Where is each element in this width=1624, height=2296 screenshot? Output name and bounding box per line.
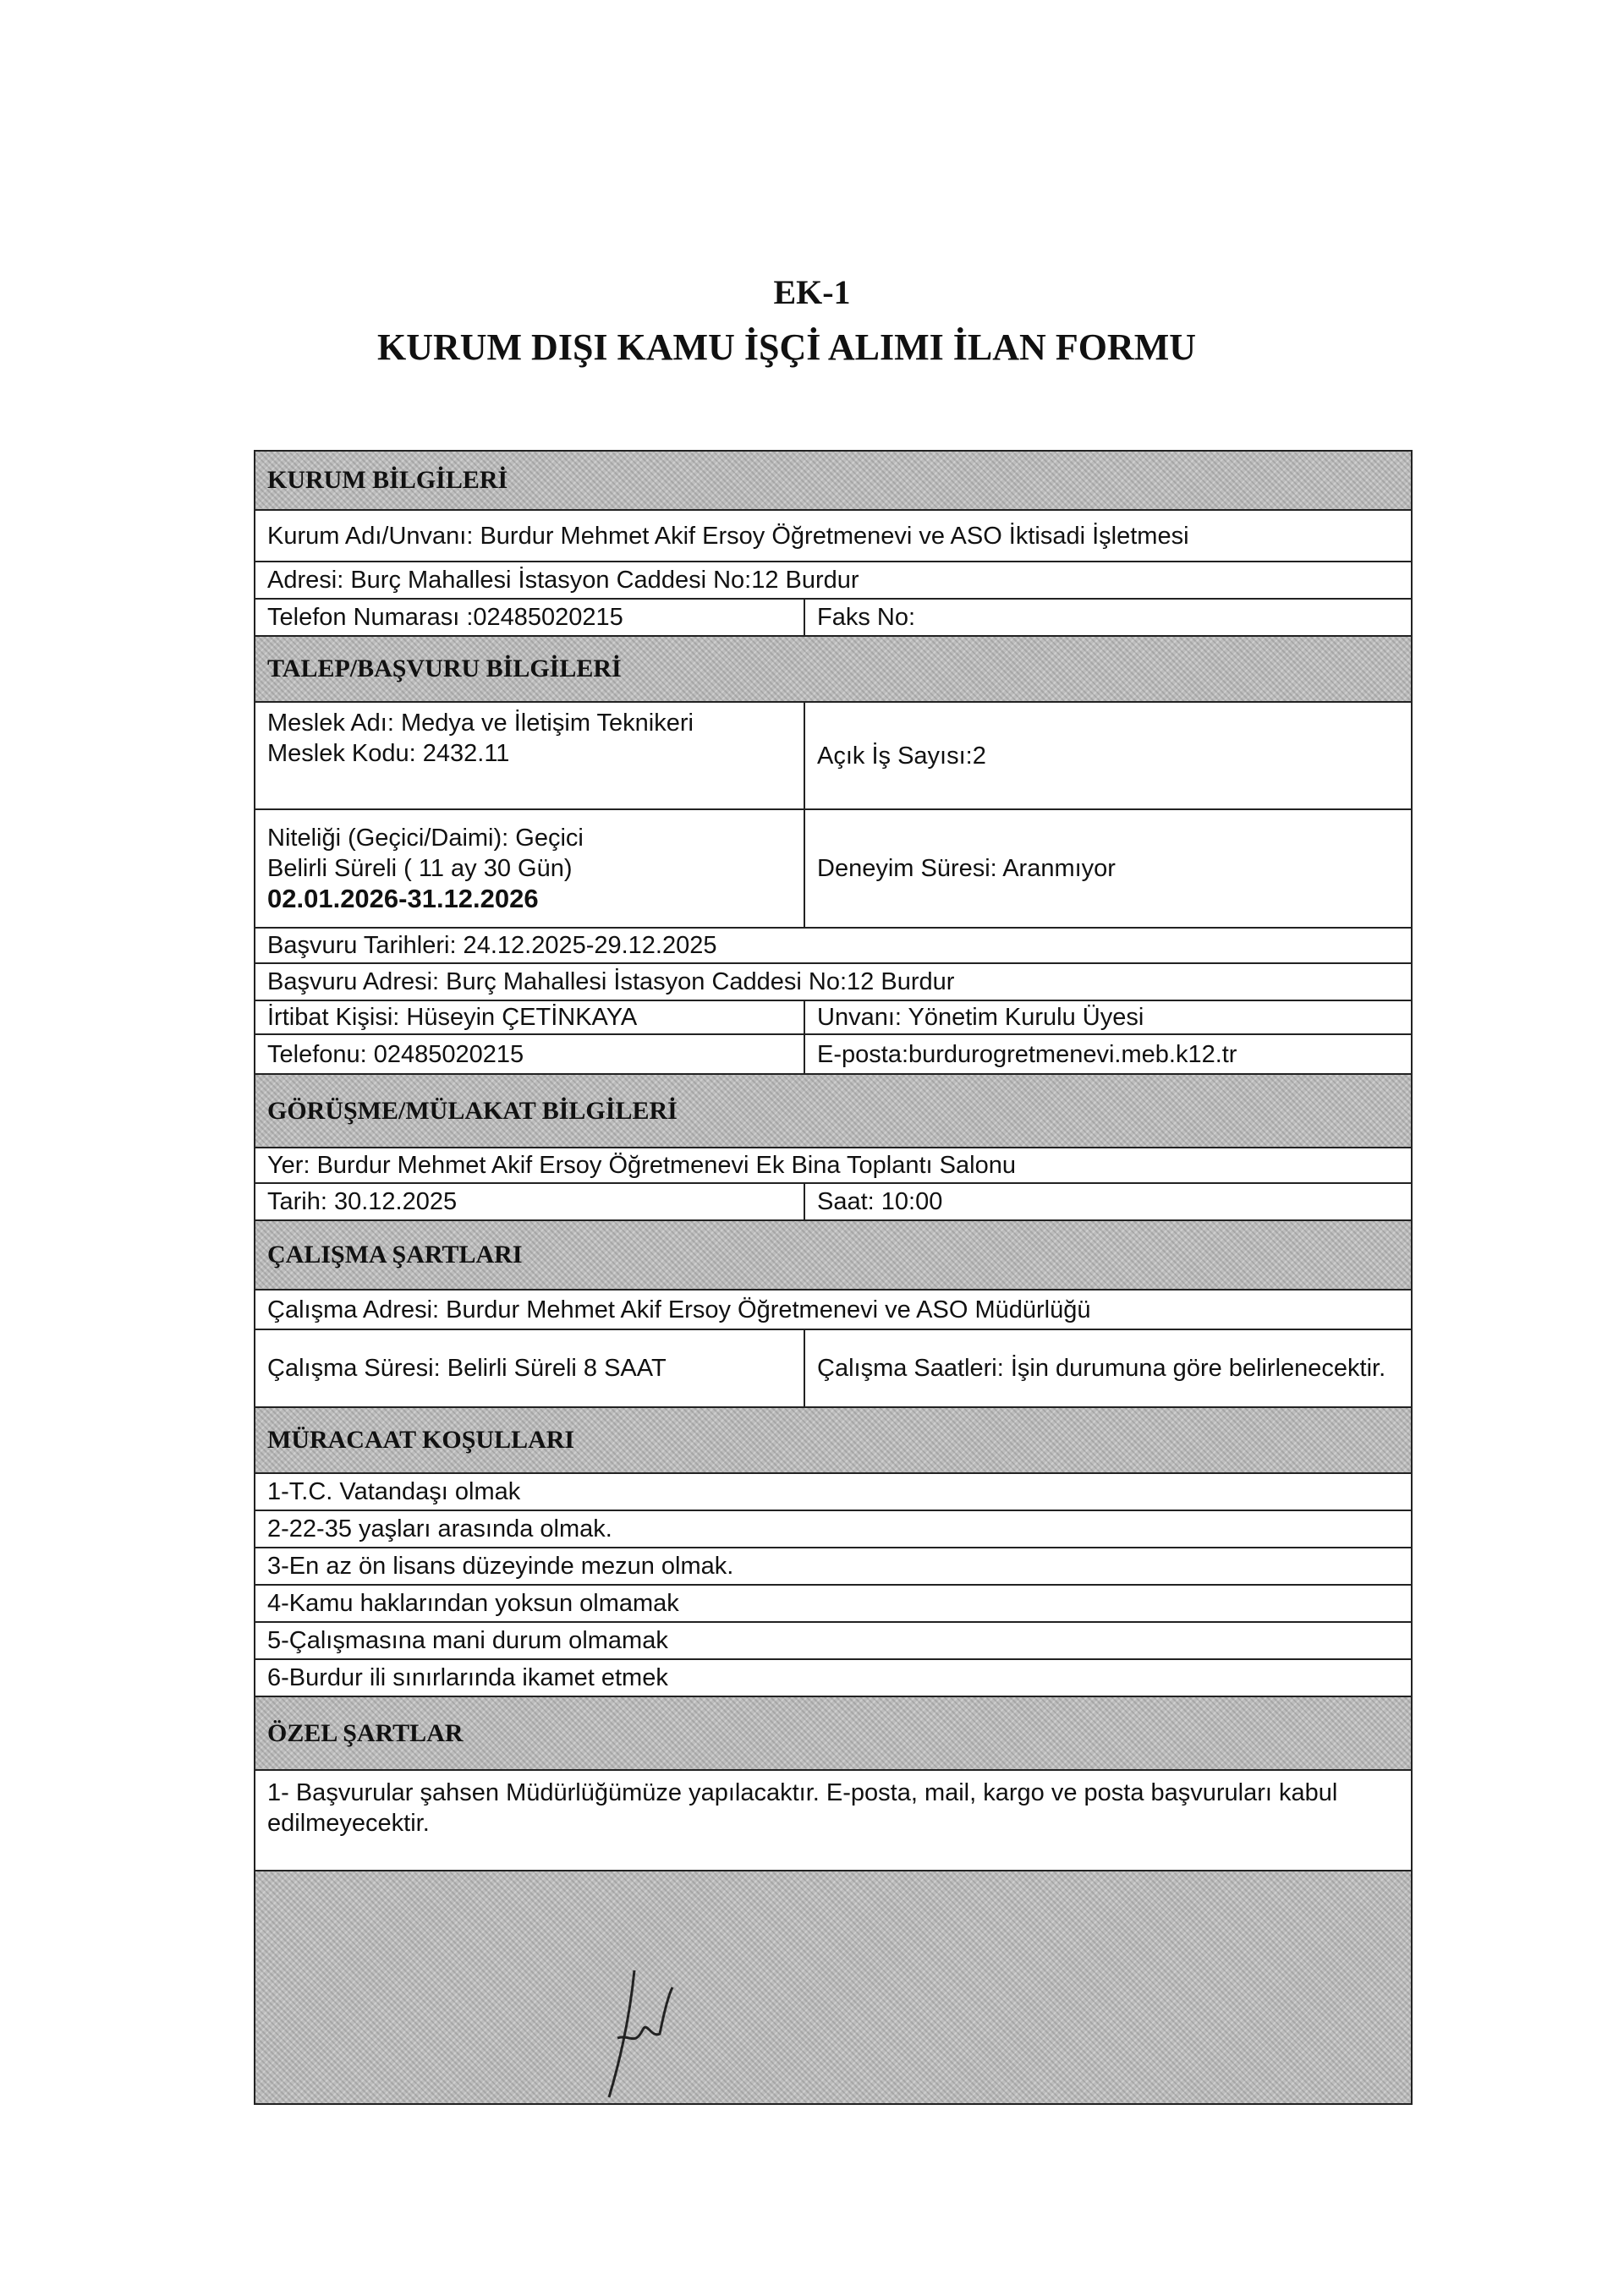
annex-label: EK-1 — [773, 273, 851, 311]
condition-item: 3-En az ön lisans düzeyinde mezun olmak. — [267, 1553, 734, 1580]
work-duration: Çalışma Süresi: Belirli Süreli 8 SAAT — [255, 1330, 805, 1406]
job-name: Meslek Adı: Medya ve İletişim Teknikeri — [267, 710, 694, 737]
interview-time: Saat: 10:00 — [817, 1188, 943, 1215]
institution-phone: Telefon Numarası :02485020215 — [255, 600, 805, 635]
announcement-form — [254, 450, 1413, 2105]
contact-email: E-posta:burdurogretmenevi.meb.k12.tr — [817, 1040, 1237, 1068]
job-nature: Niteliği (Geçici/Daimi): Geçici — [267, 825, 584, 852]
section-gorusme — [255, 1075, 1411, 1148]
section-title: TALEP/BAŞVURU BİLGİLERİ — [267, 655, 622, 682]
open-positions: Açık İş Sayısı:2 — [817, 742, 986, 770]
job-period: 02.01.2026-31.12.2026 — [267, 884, 539, 913]
application-dates: Başvuru Tarihleri: 24.12.2025-29.12.2025 — [267, 932, 717, 959]
institution-fax: Faks No: — [817, 604, 916, 631]
institution-address: Adresi: Burç Mahallesi İstasyon Caddesi No:12 Burdur — [267, 567, 859, 594]
interview-place: Yer: Burdur Mehmet Akif Ersoy Öğretmenevi Ek Bina Toplantı Salonu — [267, 1152, 1016, 1179]
signature-icon — [584, 1954, 694, 2106]
application-address: Başvuru Adresi: Burç Mahallesi İstasyon Caddesi No:12 Burdur — [267, 968, 955, 995]
job-duration: Belirli Süreli ( 11 ay 30 Gün) — [267, 855, 573, 882]
condition-item: 2-22-35 yaşları arasında olmak. — [267, 1515, 612, 1543]
section-title: GÖRÜŞME/MÜLAKAT BİLGİLERİ — [267, 1096, 678, 1125]
section-muracaat — [255, 1408, 1411, 1474]
section-calisma — [255, 1221, 1411, 1290]
condition-item: 4-Kamu haklarından yoksun olmamak — [267, 1590, 679, 1617]
contact-person: İrtibat Kişisi: Hüseyin ÇETİNKAYA — [255, 1001, 805, 1033]
job-code: Meslek Kodu: 2432.11 — [267, 740, 510, 767]
work-address: Çalışma Adresi: Burdur Mehmet Akif Ersoy Öğretmenevi ve ASO Müdürlüğü — [267, 1296, 1091, 1323]
section-title: ÇALIŞMA ŞARTLARI — [267, 1241, 523, 1269]
form-title: KURUM DIŞI KAMU İŞÇİ ALIMI İLAN FORMU — [376, 326, 1197, 368]
section-title: KURUM BİLGİLERİ — [267, 466, 508, 494]
experience: Deneyim Süresi: Aranmıyor — [817, 855, 1116, 882]
section-kurum — [255, 452, 1411, 511]
section-title: MÜRACAAT KOŞULLARI — [267, 1426, 575, 1454]
interview-date: Tarih: 30.12.2025 — [255, 1184, 805, 1219]
work-hours: Çalışma Saatleri: İşin durumuna göre belirlenecektir. — [817, 1355, 1386, 1382]
contact-phone: Telefonu: 02485020215 — [255, 1035, 805, 1073]
condition-item: 1-T.C. Vatandaşı olmak — [267, 1478, 521, 1505]
section-title: ÖZEL ŞARTLAR — [267, 1718, 464, 1747]
special-conditions: 1- Başvurular şahsen Müdürlüğümüze yapılacaktır. E-posta, mail, kargo ve posta başvuruları kabul edilmeyecektir. — [267, 1779, 1338, 1837]
condition-item: 6-Burdur ili sınırlarında ikamet etmek — [267, 1664, 668, 1691]
signature-area — [255, 1871, 1411, 2103]
institution-name: Kurum Adı/Unvanı: Burdur Mehmet Akif Ersoy Öğretmenevi ve ASO İktisadi İşletmesi — [267, 522, 1189, 550]
contact-title: Unvanı: Yönetim Kurulu Üyesi — [817, 1004, 1144, 1031]
section-talep — [255, 637, 1411, 703]
condition-item: 5-Çalışmasına mani durum olmamak — [267, 1627, 668, 1654]
section-ozel — [255, 1697, 1411, 1771]
